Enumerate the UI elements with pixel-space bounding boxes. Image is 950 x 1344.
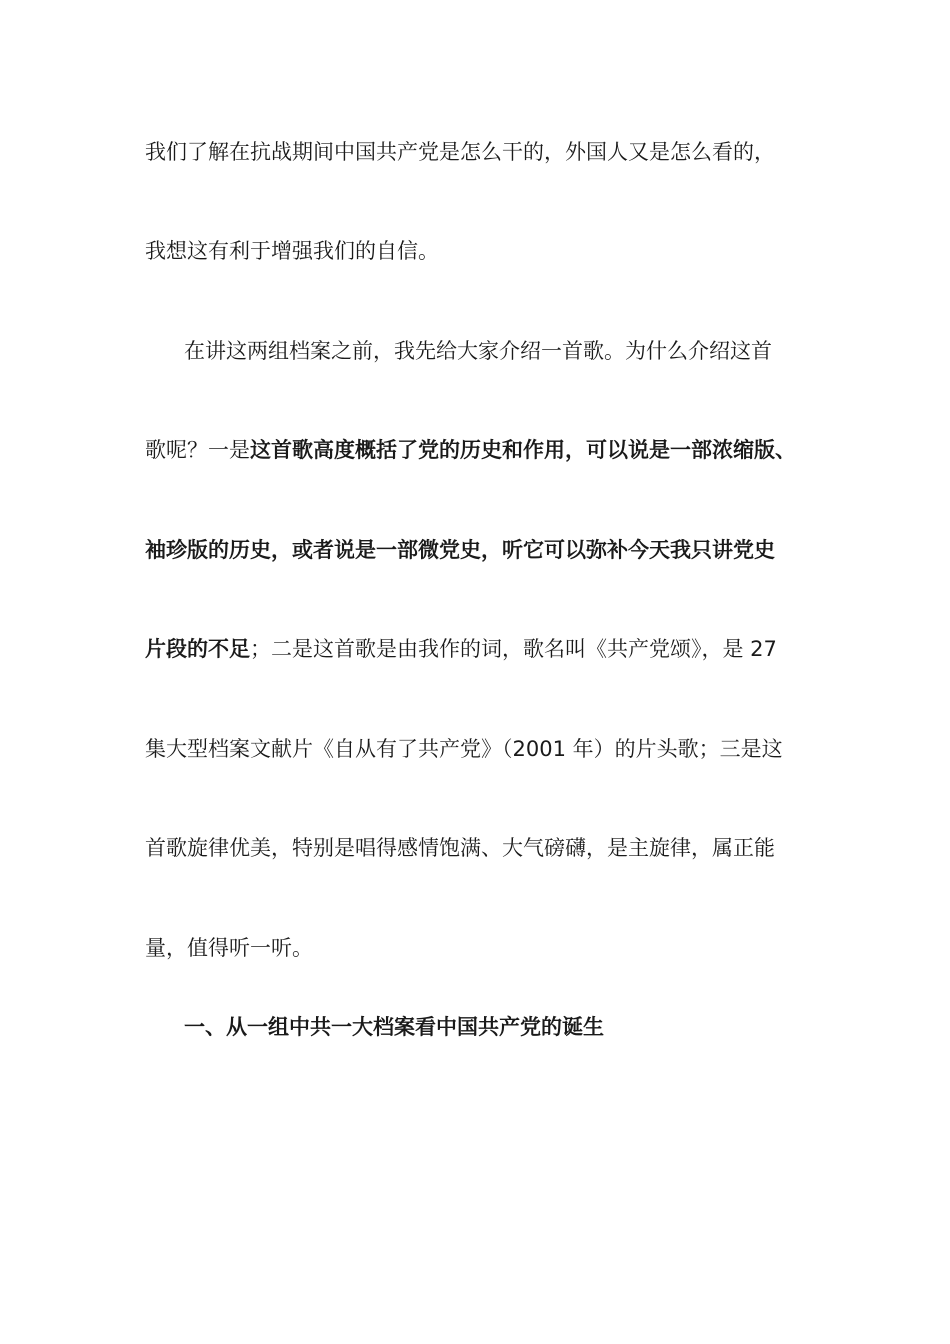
paragraph-2-line-2-emphasis: 这首歌高度概括了党的历史和作用，可以说是一部浓缩版、 — [250, 438, 796, 462]
paragraph-2-line-2-text: 歌呢？一是 — [145, 438, 250, 462]
paragraph-2-line-4-text: ；二是这首歌是由我作的词，歌名叫《共产党颂》，是 27 — [250, 637, 777, 661]
section-heading: 一、从一组中共一大档案看中国共产党的诞生 — [184, 1015, 604, 1039]
paragraph-2-line-5: 集大型档案文献片《自从有了共产党》（2001 年）的片头歌；三是这 — [145, 737, 783, 761]
paragraph-2-line-1: 在讲这两组档案之前，我先给大家介绍一首歌。为什么介绍这首 — [184, 339, 772, 363]
paragraph-2-line-2 — [145, 435, 845, 465]
paragraph-2-line-7: 量，值得听一听。 — [145, 936, 313, 960]
paragraph-2-line-3-emphasis: 袖珍版的历史，或者说是一部微党史，听它可以弥补今天我只讲党史 — [145, 538, 775, 562]
paragraph-1-line-1: 我们了解在抗战期间中国共产党是怎么干的，外国人又是怎么看的， — [145, 140, 775, 164]
paragraph-2-line-6: 首歌旋律优美，特别是唱得感情饱满、大气磅礴，是主旋律，属正能 — [145, 836, 775, 860]
paragraph-1-line-2: 我想这有利于增强我们的自信。 — [145, 239, 439, 263]
paragraph-2-line-4-emphasis: 片段的不足 — [145, 637, 250, 661]
paragraph-2-line-4 — [145, 634, 845, 664]
